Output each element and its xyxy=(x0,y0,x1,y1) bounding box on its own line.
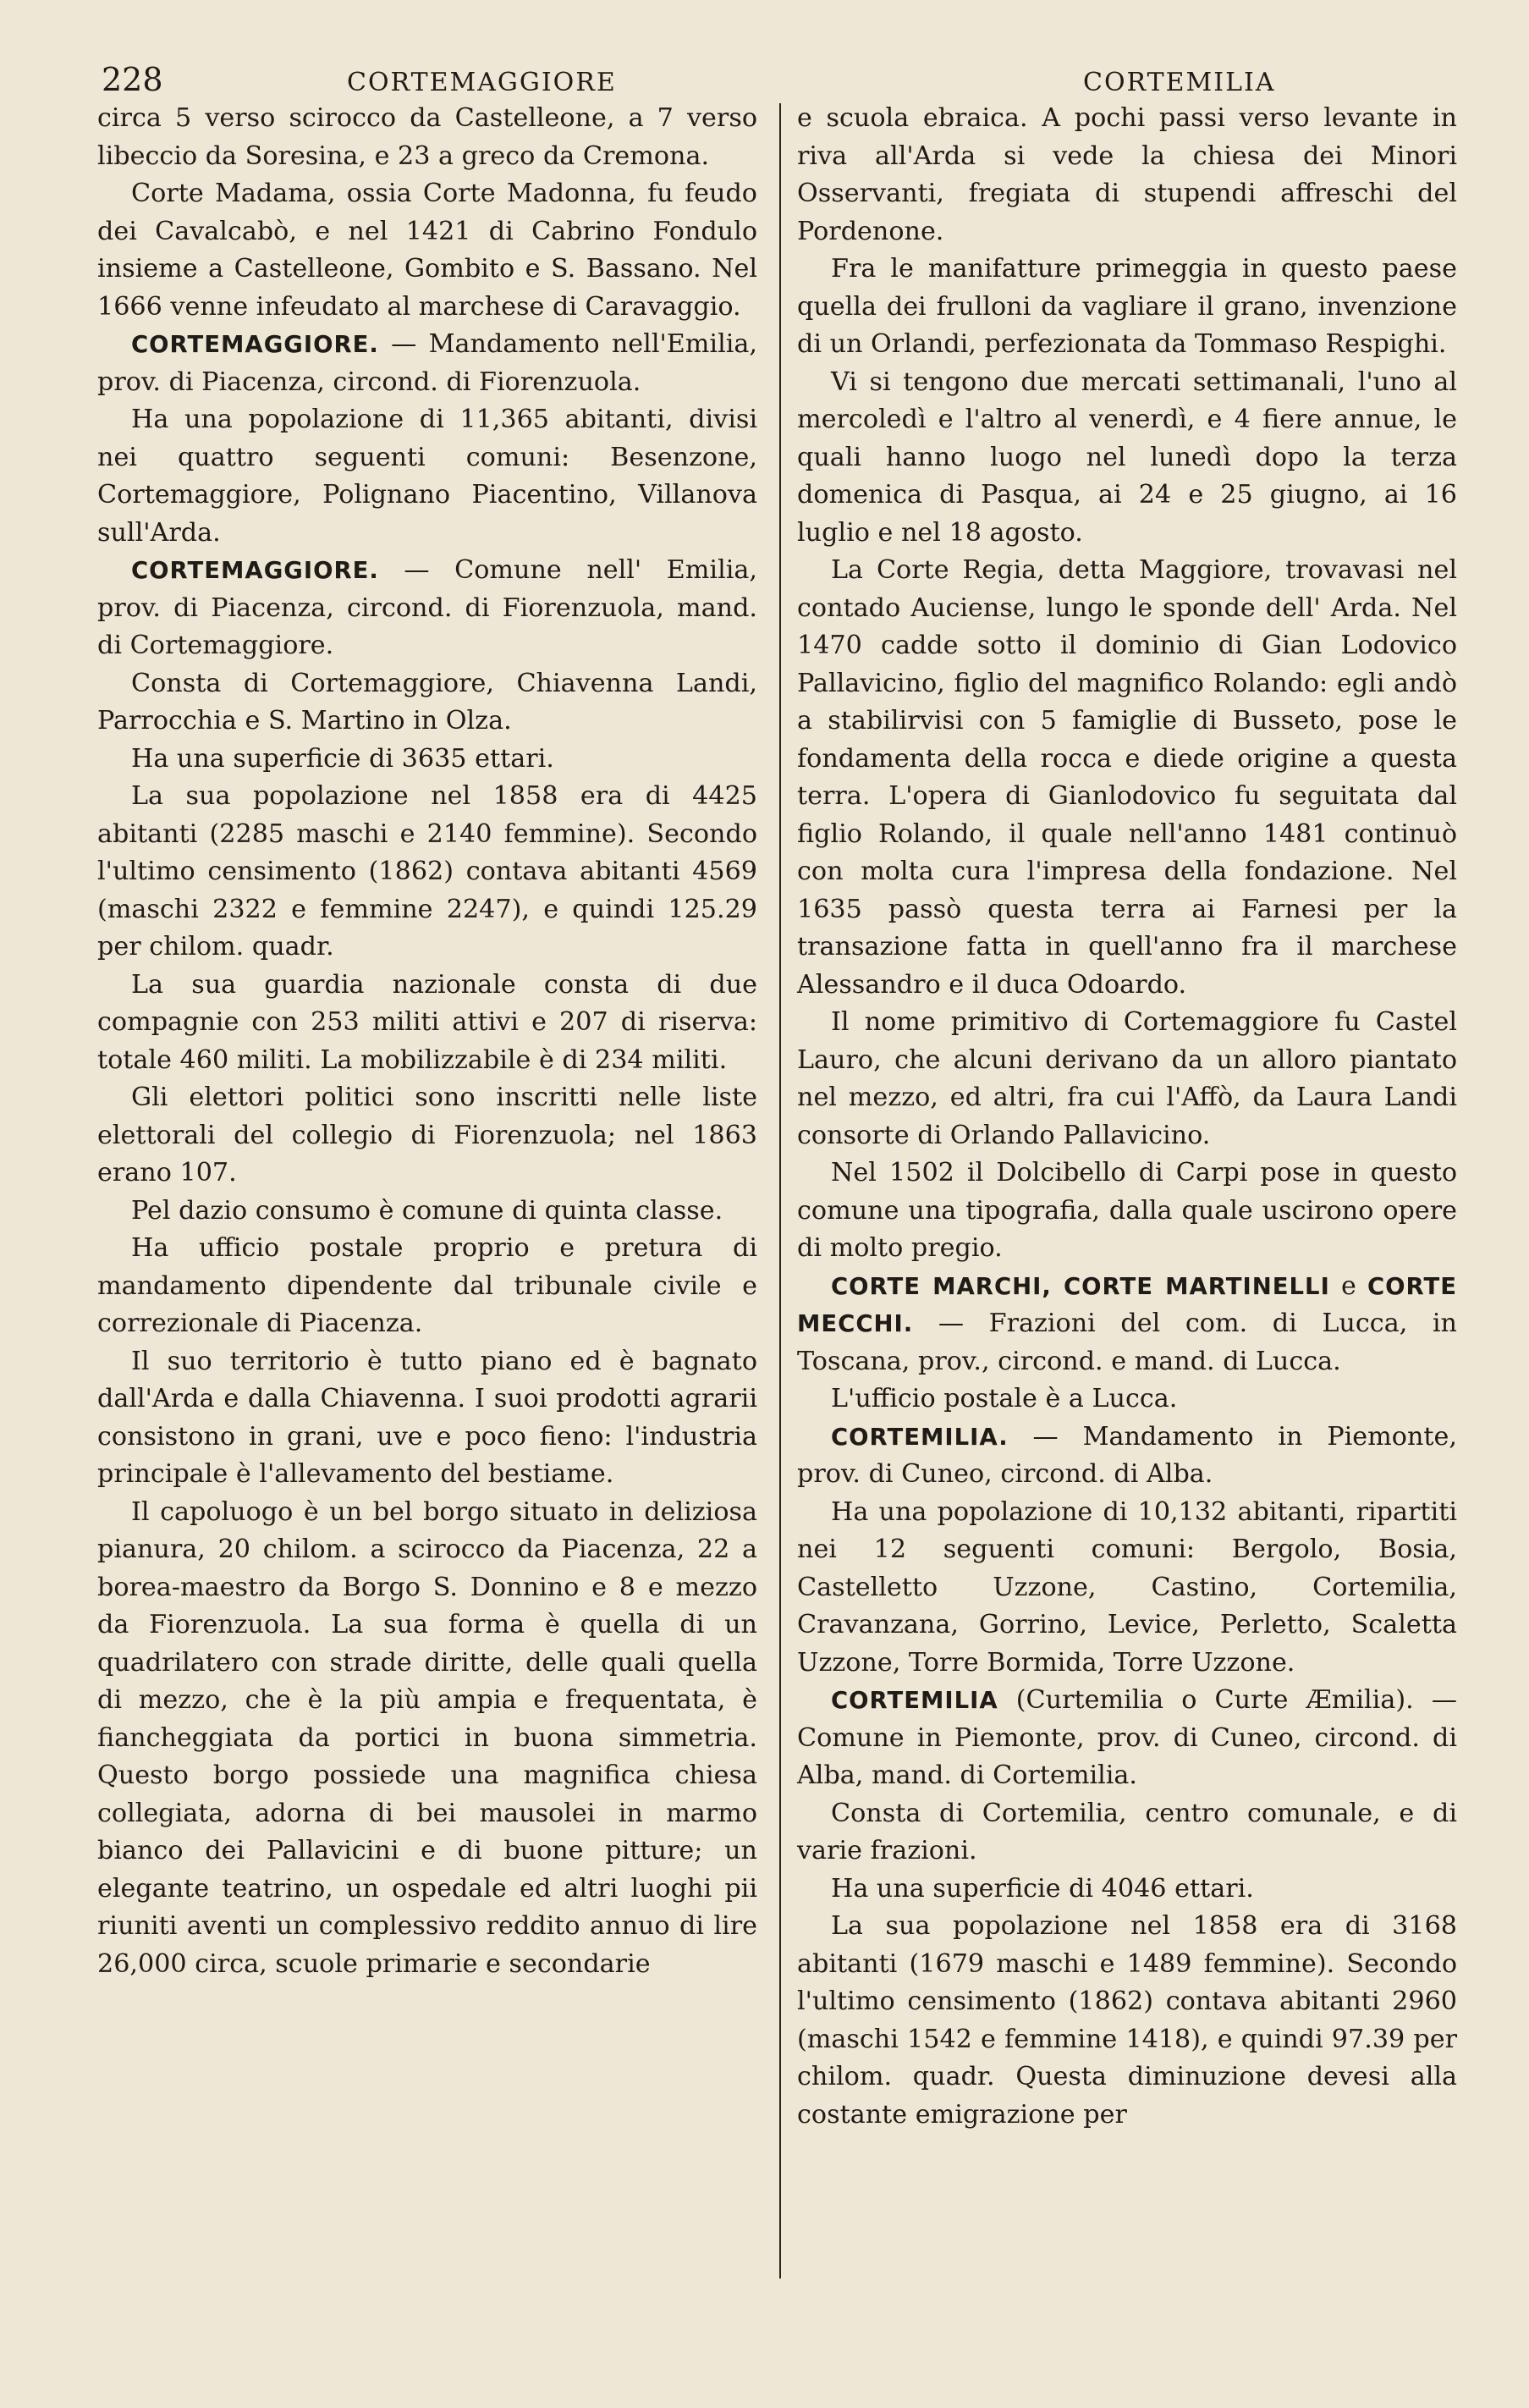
page-number: 228 xyxy=(102,61,163,98)
paragraph xyxy=(797,1380,1457,1419)
paragraph-text: Ha una superficie di 3635 ettari. xyxy=(131,743,554,774)
paragraph xyxy=(797,1494,1457,1683)
running-head-left: CORTEMAGGIORE xyxy=(347,68,617,97)
paragraph xyxy=(797,1871,1457,1909)
paragraph-text: Il nome primitivo di Cortemaggiore fu Castel Lauro, che alcuni derivano da un alloro piantato nel mezzo, ed altri, fra cui l'Affò, da Laura Landi consorte di Orlando Pallavicino. xyxy=(797,1007,1457,1150)
paragraph xyxy=(797,1004,1457,1154)
paragraph xyxy=(797,1682,1457,1795)
paragraph-text: Ha una popolazione di 10,132 abitanti, ripartiti nei 12 seguenti comuni: Bergolo, Bosia, Castelletto Uzzone, Castino, Cortemilia, Cravanzana, Gorrino, Levice, Perletto, Scaletta Uzzone, Torre Bormida, Torre Uzzone. xyxy=(797,1496,1457,1678)
paragraph-text: Ha una popolazione di 11,365 abitanti, divisi nei quattro seguenti comuni: Besenzone, Cortemaggiore, Polignano Piacentino, Villanova sull'Arda. xyxy=(97,405,757,548)
paragraph-text: — Comune nell' Emilia, prov. di Piacenza, circond. di Fiorenzuola, mand. di Cortemaggiore. xyxy=(97,555,757,660)
paragraph-text: (Curtemilia o Curte Æmilia). — Comune in Piemonte, prov. di Cuneo, circond. di Alba, mand. di Cortemilia. xyxy=(797,1685,1457,1790)
paragraph xyxy=(797,1795,1457,1871)
entry-heading: CORTE MECCHI. xyxy=(797,1272,1458,1337)
paragraph-text: Ha una superficie di 4046 ettari. xyxy=(831,1873,1254,1904)
paragraph-text: Fra le manifatture primeggia in questo paese quella dei frulloni da vagliare il grano, invenzione di un Orlandi, perfezionata da Tommaso Respighi. xyxy=(797,254,1457,359)
entry-heading: CORTEMAGGIORE. xyxy=(131,557,379,584)
paragraph-text: La Corte Regia, detta Maggiore, trovavasi nel contado Auciense, lungo le sponde dell' Arda. Nel 1470 cadde sotto il dominio di Gian Lodovico Pallavicino, figlio del magnifico Rolando: egli andò a stabilirvisi con 5 famiglie di Busseto, pose le fondamenta della rocca e diede origine a questa terra. L'opera di Gianlodovico fu seguitata dal figlio Rolando, il quale nell'anno 1481 continuò con molta cura l'impresa della fondazione. Nel 1635 passò questa terra ai Farnesi per la transazione fatta in quell'anno fra il marchese Alessandro e il duca Odoardo. xyxy=(797,555,1457,1000)
paragraph xyxy=(97,1193,757,1231)
paragraph-text: Il suo territorio è tutto piano ed è bagnato dall'Arda e dalla Chiavenna. I suoi prodotti agrarii consistono in grani, uve e poco fieno: l'industria principale è l'allevamento del bestiame. xyxy=(97,1346,757,1489)
paragraph-text: Consta di Cortemilia, centro comunale, e di varie frazioni. xyxy=(797,1798,1457,1865)
paragraph-text: Ha ufficio postale proprio e pretura di mandamento dipendente dal tribunale civile e correzionale di Piacenza. xyxy=(97,1233,757,1338)
paragraph xyxy=(97,401,757,552)
paragraph-text: Consta di Cortemaggiore, Chiavenna Landi, Parrocchia e S. Martino in Olza. xyxy=(97,668,757,736)
paragraph xyxy=(797,251,1457,364)
paragraph xyxy=(797,552,1457,1004)
paragraph xyxy=(797,1154,1457,1268)
paragraph xyxy=(97,778,757,967)
paragraph-text: Vi si tengono due mercati settimanali, l'uno al mercoledì e l'altro al venerdì, e 4 fiere annue, le quali hanno luogo nel lunedì dopo la terza domenica di Pasqua, ai 24 e 25 giugno, ai 16 luglio e nel 18 agosto. xyxy=(797,366,1457,548)
paragraph-text: Pel dazio consumo è comune di quinta classe. xyxy=(131,1195,723,1226)
paragraph-text: Nel 1502 il Dolcibello di Carpi pose in questo comune una tipografia, dalla quale uscirono opere di molto pregio. xyxy=(797,1158,1457,1263)
paragraph-text: La sua guardia nazionale consta di due compagnie con 253 militi attivi e 207 di riserva: totale 460 militi. La mobilizzabile è di 234 militi. xyxy=(97,969,757,1075)
paragraph-text: Il capoluogo è un bel borgo situato in deliziosa pianura, 20 chilom. a scirocco da Piacenza, 22 a borea-maestro da Borgo S. Donnino e 8 e mezzo da Fiorenzuola. La sua forma è quella di un quadrilatero con strade diritte, delle quali quella di mezzo, che è la più ampia e frequentata, è fiancheggiata da portici in buona simmetria. Questo borgo possiede una magnifica chiesa collegiata, adorna di bei mausolei in marmo bianco dei Pallavicini e di buone pitture; un elegante teatrino, un ospedale ed altri luoghi pii riuniti aventi un complessivo reddito annuo di lire 26,000 circa, scuole primarie e secondarie xyxy=(97,1496,757,1979)
left-column xyxy=(97,100,757,1983)
paragraph xyxy=(97,175,757,326)
paragraph xyxy=(797,100,1457,251)
paragraph-text: La sua popolazione nel 1858 era di 4425 abitanti (2285 maschi e 2140 femmine). Secondo l'ultimo censimento (1862) contava abitanti 4569 (maschi 2322 e femmine 2247), e quindi 125.29 per chilom. quadr. xyxy=(97,781,757,962)
paragraph xyxy=(97,1494,757,1984)
paragraph xyxy=(97,1079,757,1193)
right-column xyxy=(797,100,1457,2134)
entry-heading: CORTEMAGGIORE. xyxy=(131,331,379,358)
paragraph xyxy=(97,741,757,779)
paragraph-text: circa 5 verso scirocco da Castelleone, a 7 verso libeccio da Soresina, e 23 a greco da Cremona. xyxy=(97,103,757,171)
column-divider xyxy=(779,103,781,2279)
paragraph xyxy=(97,1343,757,1494)
paragraph xyxy=(97,552,757,665)
paragraph xyxy=(797,1268,1457,1381)
paragraph xyxy=(97,665,757,741)
paragraph-text: — Mandamento in Piemonte, prov. di Cuneo, circond. di Alba. xyxy=(797,1421,1457,1489)
paragraph-text: — Mandamento nell'Emilia, prov. di Piacenza, circond. di Fiorenzuola. xyxy=(97,329,757,397)
entry-heading: CORTEMILIA xyxy=(831,1687,998,1714)
entry-heading: CORTEMILIA. xyxy=(831,1423,1009,1451)
paragraph-text: La sua popolazione nel 1858 era di 3168 abitanti (1679 maschi e 1489 femmine). Secondo l'ultimo censimento (1862) contava abitanti 2960 (maschi 1542 e femmine 1418), e quindi 97.39 per chilom. quadr. Questa diminuzione devesi alla costante emigrazione per xyxy=(797,1911,1457,2130)
paragraph xyxy=(797,1908,1457,2134)
paragraph-text: — Frazioni del com. di Lucca, in Toscana, prov., circond. e mand. di Lucca. xyxy=(797,1309,1457,1376)
paragraph-text: Corte Madama, ossia Corte Madonna, fu feudo dei Cavalcabò, e nel 1421 di Cabrino Fondulo insieme a Castelleone, Gombito e S. Bassano. Nel 1666 venne infeudato al marchese di Caravaggio. xyxy=(97,179,757,322)
paragraph-text: L'ufficio postale è a Lucca. xyxy=(831,1384,1178,1413)
running-head-right: CORTEMILIA xyxy=(1083,68,1276,97)
paragraph xyxy=(97,967,757,1080)
paragraph xyxy=(97,100,757,175)
entry-heading: CORTE MARCHI, CORTE MARTINELLI xyxy=(831,1272,1330,1300)
paragraph-text: e xyxy=(1329,1270,1367,1301)
paragraph xyxy=(97,1230,757,1343)
paragraph-text: Gli elettori politici sono inscritti nelle liste elettorali del collegio di Fiorenzuola; nel 1863 erano 107. xyxy=(97,1083,757,1187)
paragraph-text: e scuola ebraica. A pochi passi verso levante in riva all'Arda si vede la chiesa dei Minori Osservanti, fregiata di stupendi affreschi del Pordenone. xyxy=(797,103,1457,246)
paragraph xyxy=(97,326,757,401)
paragraph xyxy=(797,1419,1457,1494)
paragraph xyxy=(797,364,1457,553)
